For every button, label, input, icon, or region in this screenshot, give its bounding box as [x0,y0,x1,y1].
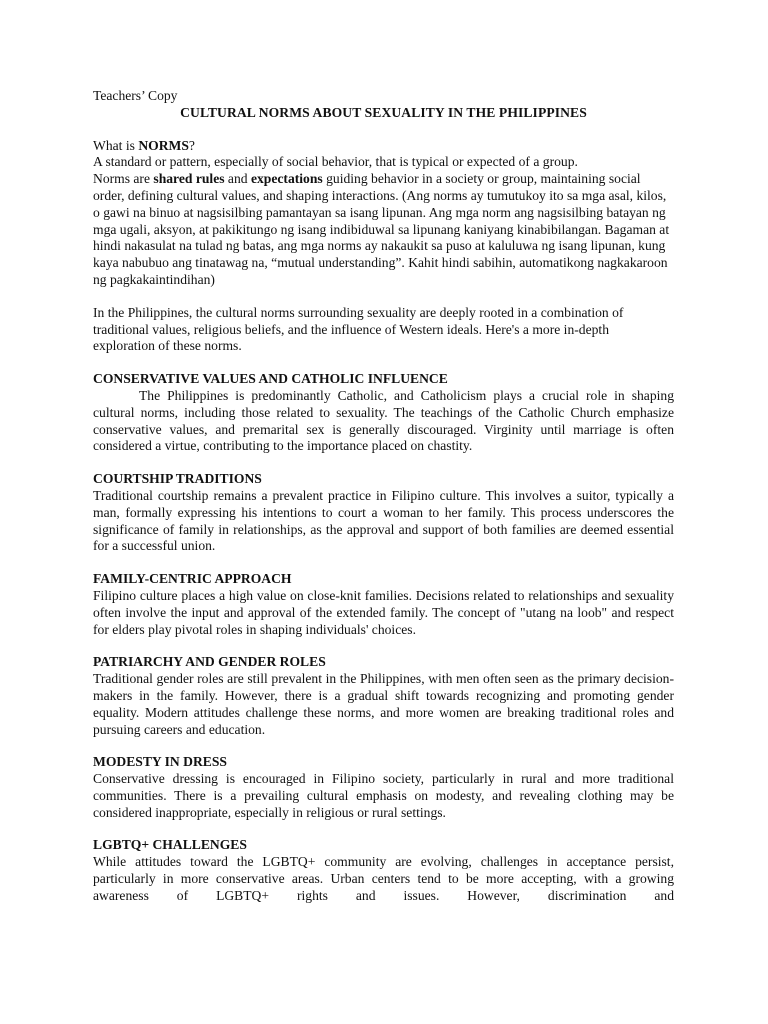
section-heading: MODESTY IN DRESS [93,754,227,770]
norms-question [93,138,674,155]
section-conservative-values [93,371,674,455]
section-modesty [93,754,674,821]
explanation-part-e: guiding behavior in a society or group, maintaining social order, defining cultural values, and shaping interactions. (Ang norms ay tumutukoy ito sa mga asal, kilos, o gawi na binuo at nagsisilbing pamantayan sa isang lipunan. Ang mga norm ang nagsisilbing batayan ng mga ugali, aksyon, at pakikitungo ng isang indibiduwal sa lipunang kaniyang kinabibilangan. Bagaman at hindi nakasulat na tulad ng batas, ang mga norms ay nakaukit sa puso at kaluluwa ng isang lipunan, kung kaya nabubuo ang tinatawag na, “mutual understanding”. Kahit hindi sabihin, automatikong nagkakaroon ng pagkakaintindihan) [93,171,670,287]
question-term: NORMS [138,137,189,153]
section-heading: COURTSHIP TRADITIONS [93,471,262,487]
norms-explanation [93,171,674,289]
question-prefix: What is [93,137,139,153]
section-courtship-traditions [93,471,674,555]
document-page [93,88,674,905]
section-heading: CONSERVATIVE VALUES AND CATHOLIC INFLUENCE [93,371,448,387]
explanation-part-a: Norms are [93,171,154,187]
intro-paragraph: In the Philippines, the cultural norms surrounding sexuality are deeply rooted in a combination of traditional values, religious beliefs, and the influence of Western ideals. Here's a more in-depth exploration of these norms. [93,304,624,354]
teachers-copy-label: Teachers’ Copy [93,88,178,103]
question-suffix: ? [188,137,195,153]
section-body: Traditional gender roles are still prevalent in the Philippines, with men often seen as the primary decision-makers in the family. However, there is a gradual shift towards recognizing and promoting gender equality. Modern attitudes challenge these norms, and more women are breaking traditional roles and pursuing careers and education. [93,671,674,737]
section-heading: LGBTQ+ CHALLENGES [93,837,247,853]
section-body: Conservative dressing is encouraged in Filipino society, particularly in rural and more traditional communities. There is a prevailing cultural emphasis on modesty, and revealing clothing may be considered inappropriate, especially in religious or rural settings. [93,771,674,820]
section-body: Filipino culture places a high value on close-knit families. Decisions related to relationships and sexuality often involve the input and approval of the extended family. The concept of "utang na loob" and respect for elders play pivotal roles in shaping individuals' choices. [93,587,674,637]
expectations-term: expectations [250,171,323,187]
section-heading: PATRIARCHY AND GENDER ROLES [93,654,326,670]
section-body: The Philippines is predominantly Catholic, and Catholicism plays a crucial role in shaping cultural norms, including those related to sexuality. The teachings of the Catholic Church emphasize conservative values, and premarital sex is generally discouraged. Virginity until marriage is often considered a virtue, contributing to the importance placed on chastity. [93,387,674,454]
section-patriarchy [93,654,674,738]
document-title: CULTURAL NORMS ABOUT SEXUALITY IN THE PHILIPPINES [180,104,587,120]
section-family-centric [93,571,674,638]
explanation-part-c: and [224,171,251,187]
section-body: While attitudes toward the LGBTQ+ community are evolving, challenges in acceptance persist, particularly in more conservative areas. Urban centers tend to be more accepting, with a growing awareness of LGBTQ+ rights and issues. However, discrimination and [93,854,674,903]
section-lgbtq [93,837,674,904]
section-heading: FAMILY-CENTRIC APPROACH [93,571,292,587]
norms-definition: A standard or pattern, especially of social behavior, that is typical or expected of a group. [93,154,578,170]
section-body: Traditional courtship remains a prevalent practice in Filipino culture. This involves a suitor, typically a man, formally expressing his intentions to court a woman to her family. This process underscores the significance of family in relationships, as the approval and support of both families are deemed essential for a successful union. [93,487,674,554]
shared-rules-term: shared rules [153,171,225,187]
